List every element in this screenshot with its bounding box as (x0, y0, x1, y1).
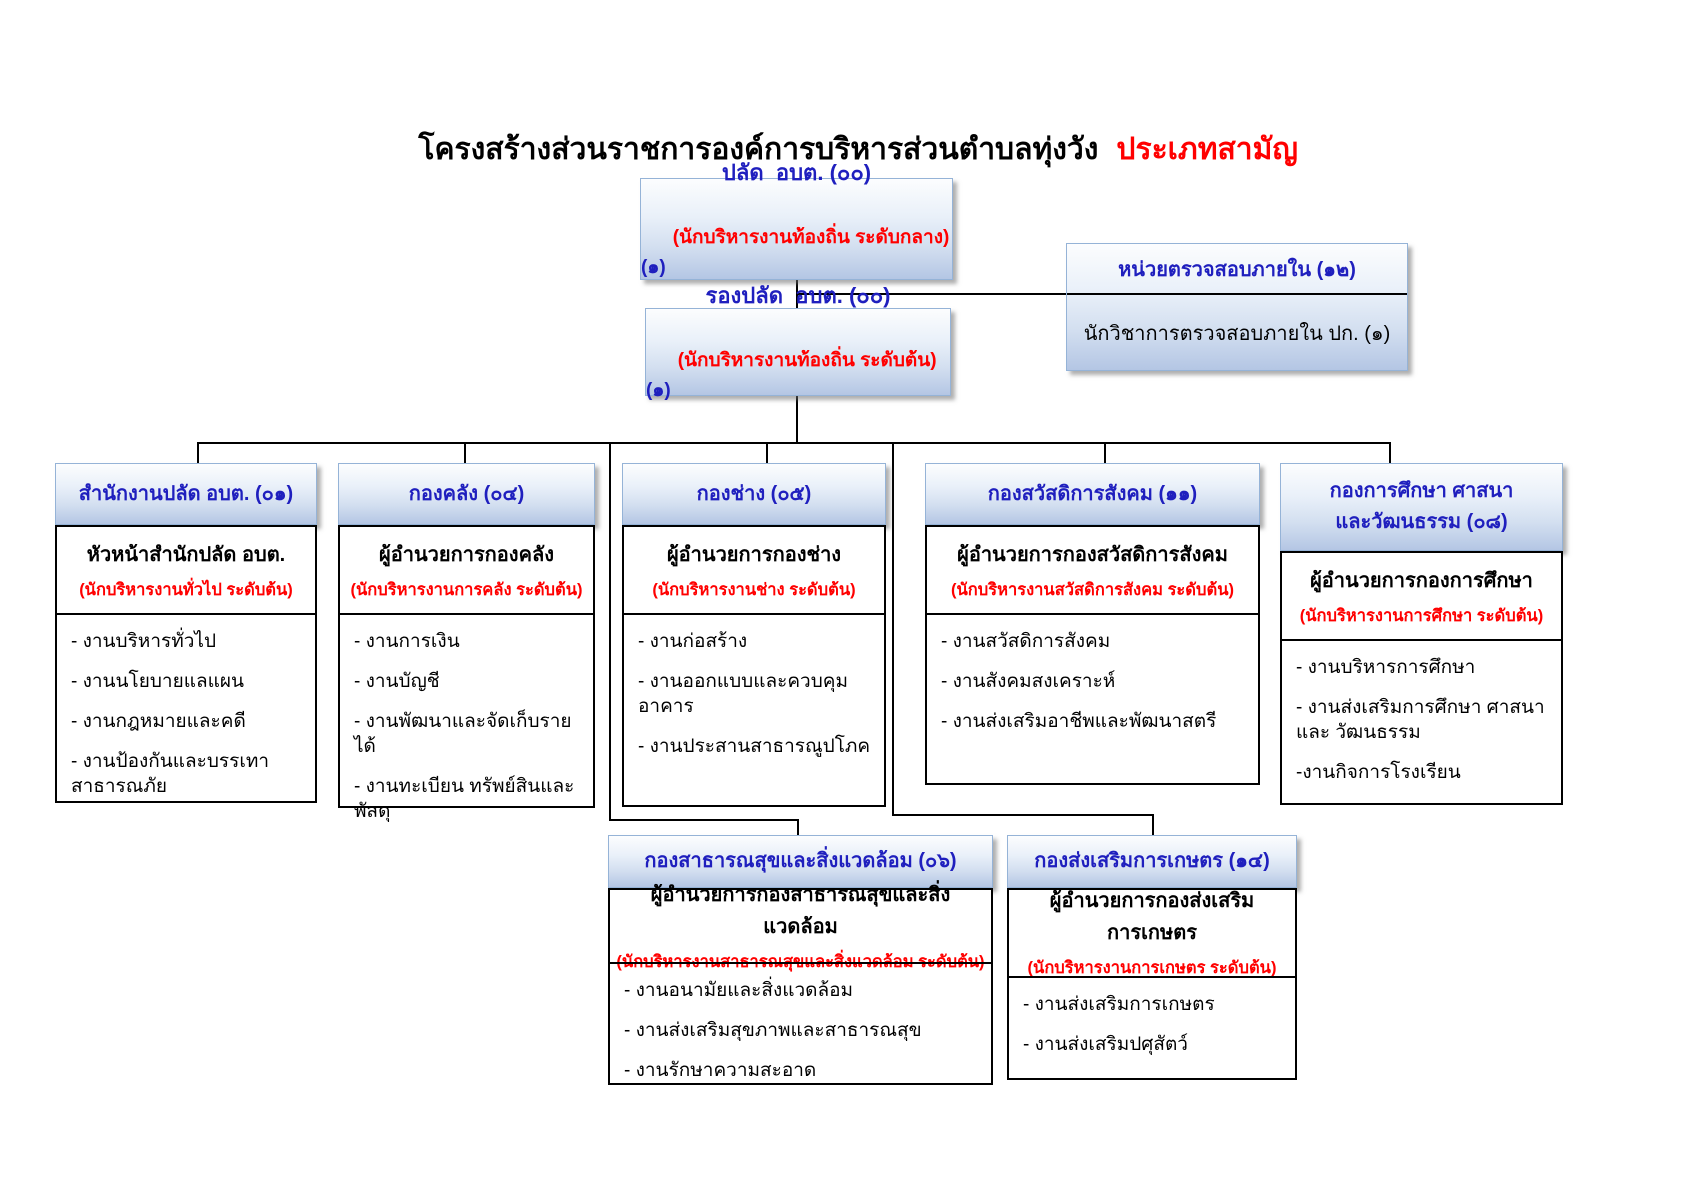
dept-header-public-works: กองช่าง (๐๕) (622, 463, 886, 525)
duty-item: - งานรักษาความสะอาด (624, 1060, 817, 1082)
duty-item: - งานสังคมสงเคราะห์ (941, 671, 1116, 693)
dept-duties (624, 613, 884, 805)
dept-sub (610, 883, 991, 971)
duty-item: - งานกฎหมายและคดี (71, 711, 246, 733)
connector-drop-2 (464, 442, 466, 463)
dept-duties (927, 613, 1258, 783)
audit-unit-officer: นักวิชาการตรวจสอบภายใน ปก. (๑) (1083, 322, 1391, 345)
duty-item: - งานส่งเสริมการเกษตร (1023, 993, 1215, 1015)
dept-director: ผู้อำนวยการกองส่งเสริมการเกษตร (1049, 890, 1255, 945)
connector-agri-horizontal (892, 814, 1154, 816)
duty-item: - งานก่อสร้าง (638, 631, 748, 652)
dept-director: ผู้อำนวยการกองช่าง (666, 543, 842, 566)
duty-item: - งานบริหารทั่วไป (71, 631, 217, 652)
dept-duties (610, 962, 991, 1104)
page-title-type: ประเภทสามัญ (1116, 133, 1298, 166)
dept-sub (1009, 890, 1295, 976)
connector-agri-vertical (892, 442, 894, 816)
chief-count: (๑) (641, 226, 955, 278)
dept-director: ผู้อำนวยการกองการศึกษา (1310, 569, 1533, 592)
dept-header-education-lines (1330, 476, 1514, 538)
dept-director: หัวหน้าสำนักปลัด อบต. (86, 543, 286, 566)
duty-item: - งานอนามัยและสิ่งแวดล้อม (624, 980, 854, 1001)
dept-header-line2: และวัฒนธรรม (๐๘) (1335, 511, 1508, 533)
box-chief-administrator (640, 159, 955, 280)
dept-header-clerk-office: สำนักงานปลัด อบต. (๐๑) (55, 463, 317, 525)
dept-duties (340, 613, 593, 845)
connector-drop-5 (1389, 442, 1391, 463)
connector-spine (198, 442, 1391, 444)
audit-unit-header: หน่วยตรวจสอบภายใน (๑๒) (1067, 244, 1407, 295)
duty-item: - งานสวัสดิการสังคม (941, 631, 1111, 652)
dept-sub (340, 527, 593, 613)
connector-health-drop (797, 819, 799, 835)
duty-item: - งานการเงิน (354, 631, 460, 652)
dept-position: (นักบริหารงานสาธารณสุขและสิ่งแวดล้อม ระดับต้น) (616, 952, 985, 971)
dept-header-social-welfare: กองสวัสดิการสังคม (๑๑) (925, 463, 1260, 525)
dept-position: (นักบริหารงานช่าง ระดับต้น) (652, 580, 856, 599)
dept-body-social-welfare (925, 525, 1260, 785)
duty-item: -งานกิจการโรงเรียน (1296, 762, 1461, 784)
duty-item: - งานส่งเสริมปศุสัตว์ (1023, 1033, 1188, 1055)
dept-director: ผู้อำนวยการกองสวัสดิการสังคม (957, 543, 1228, 566)
duty-item: - งานทะเบียน ทรัพย์สินและพัสดุ (354, 776, 575, 823)
dept-body-clerk-office (55, 525, 317, 803)
dept-header-education (1280, 463, 1563, 551)
dept-body-public-works (622, 525, 886, 807)
dept-sub (624, 527, 884, 613)
duty-item: - งานออกแบบและควบคุมอาคาร (638, 671, 849, 718)
connector-agri-drop (1152, 814, 1154, 835)
dept-duties (1282, 639, 1561, 806)
connector-health-horizontal (609, 819, 799, 821)
dept-body-public-health (608, 883, 993, 1085)
connector-drop-1 (197, 442, 199, 463)
dept-body-education (1280, 551, 1563, 805)
dept-header-finance: กองคลัง (๐๔) (338, 463, 595, 525)
duty-item: - งานประสานสาธารณูปโภค (638, 736, 871, 758)
dept-position: (นักบริหารงานการเกษตร ระดับต้น) (1027, 959, 1277, 978)
dept-director: ผู้อำนวยการกองสาธารณสุขและสิ่งแวดล้อม (650, 883, 951, 938)
duty-item: - งานส่งเสริมอาชีพและพัฒนาสตรี (941, 711, 1217, 733)
box-internal-audit-unit (1066, 243, 1408, 371)
chief-position-red: (นักบริหารงานท้องถิ่น ระดับกลาง) (672, 226, 950, 248)
dept-sub (927, 527, 1258, 613)
deputy-count: (๑) (646, 349, 942, 401)
dept-header-public-health: กองสาธารณสุขและสิ่งแวดล้อม (๐๖) (608, 835, 993, 888)
deputy-position (646, 323, 950, 427)
dept-director: ผู้อำนวยการกองคลัง (379, 543, 554, 566)
dept-duties (57, 613, 315, 820)
dept-body-agriculture (1007, 888, 1297, 1080)
box-deputy-chief (645, 282, 951, 401)
connector-drop-3 (766, 442, 768, 463)
dept-header-agriculture: กองส่งเสริมการเกษตร (๑๔) (1007, 835, 1297, 888)
duty-item: - งานป้องกันและบรรเทาสาธารณภัย (71, 751, 270, 798)
dept-sub (57, 527, 315, 613)
connector-drop-4 (1104, 442, 1106, 463)
deputy-position-red: (นักบริหารงานท้องถิ่น ระดับต้น) (677, 349, 937, 371)
duty-item: - งานนโยบายแลแผน (71, 671, 244, 693)
dept-header-line1: กองการศึกษา ศาสนา (1329, 480, 1514, 502)
duty-item: - งานส่งเสริมการศึกษา ศาสนาและ วัฒนธรรม (1296, 697, 1545, 744)
duty-item: - งานบริหารการศึกษา (1296, 657, 1476, 678)
dept-position: (นักบริหารงานการศึกษา ระดับต้น) (1299, 606, 1544, 625)
duty-item: - งานบัญชี (354, 671, 440, 693)
dept-sub (1282, 553, 1561, 639)
deputy-title: รองปลัด อบต. (๐๐) (705, 282, 891, 308)
dept-body-finance (338, 525, 595, 823)
dept-duties (1009, 976, 1295, 1078)
page-title-main: โครงสร้างส่วนราชการองค์การบริหารส่วนตำบลทุ่งวัง (418, 133, 1099, 166)
chief-title: ปลัด อบต. (๐๐) (721, 159, 872, 185)
dept-position: (นักบริหารงานทั่วไป ระดับต้น) (79, 580, 293, 599)
duty-item: - งานพัฒนาและจัดเก็บรายได้ (354, 711, 572, 758)
duty-item: - งานส่งเสริมสุขภาพและสาธารณสุข (624, 1020, 922, 1042)
connector-health-vertical (609, 442, 611, 821)
dept-position: (นักบริหารงานสวัสดิการสังคม ระดับต้น) (951, 580, 1234, 599)
dept-position: (นักบริหารงานการคลัง ระดับต้น) (350, 580, 583, 599)
